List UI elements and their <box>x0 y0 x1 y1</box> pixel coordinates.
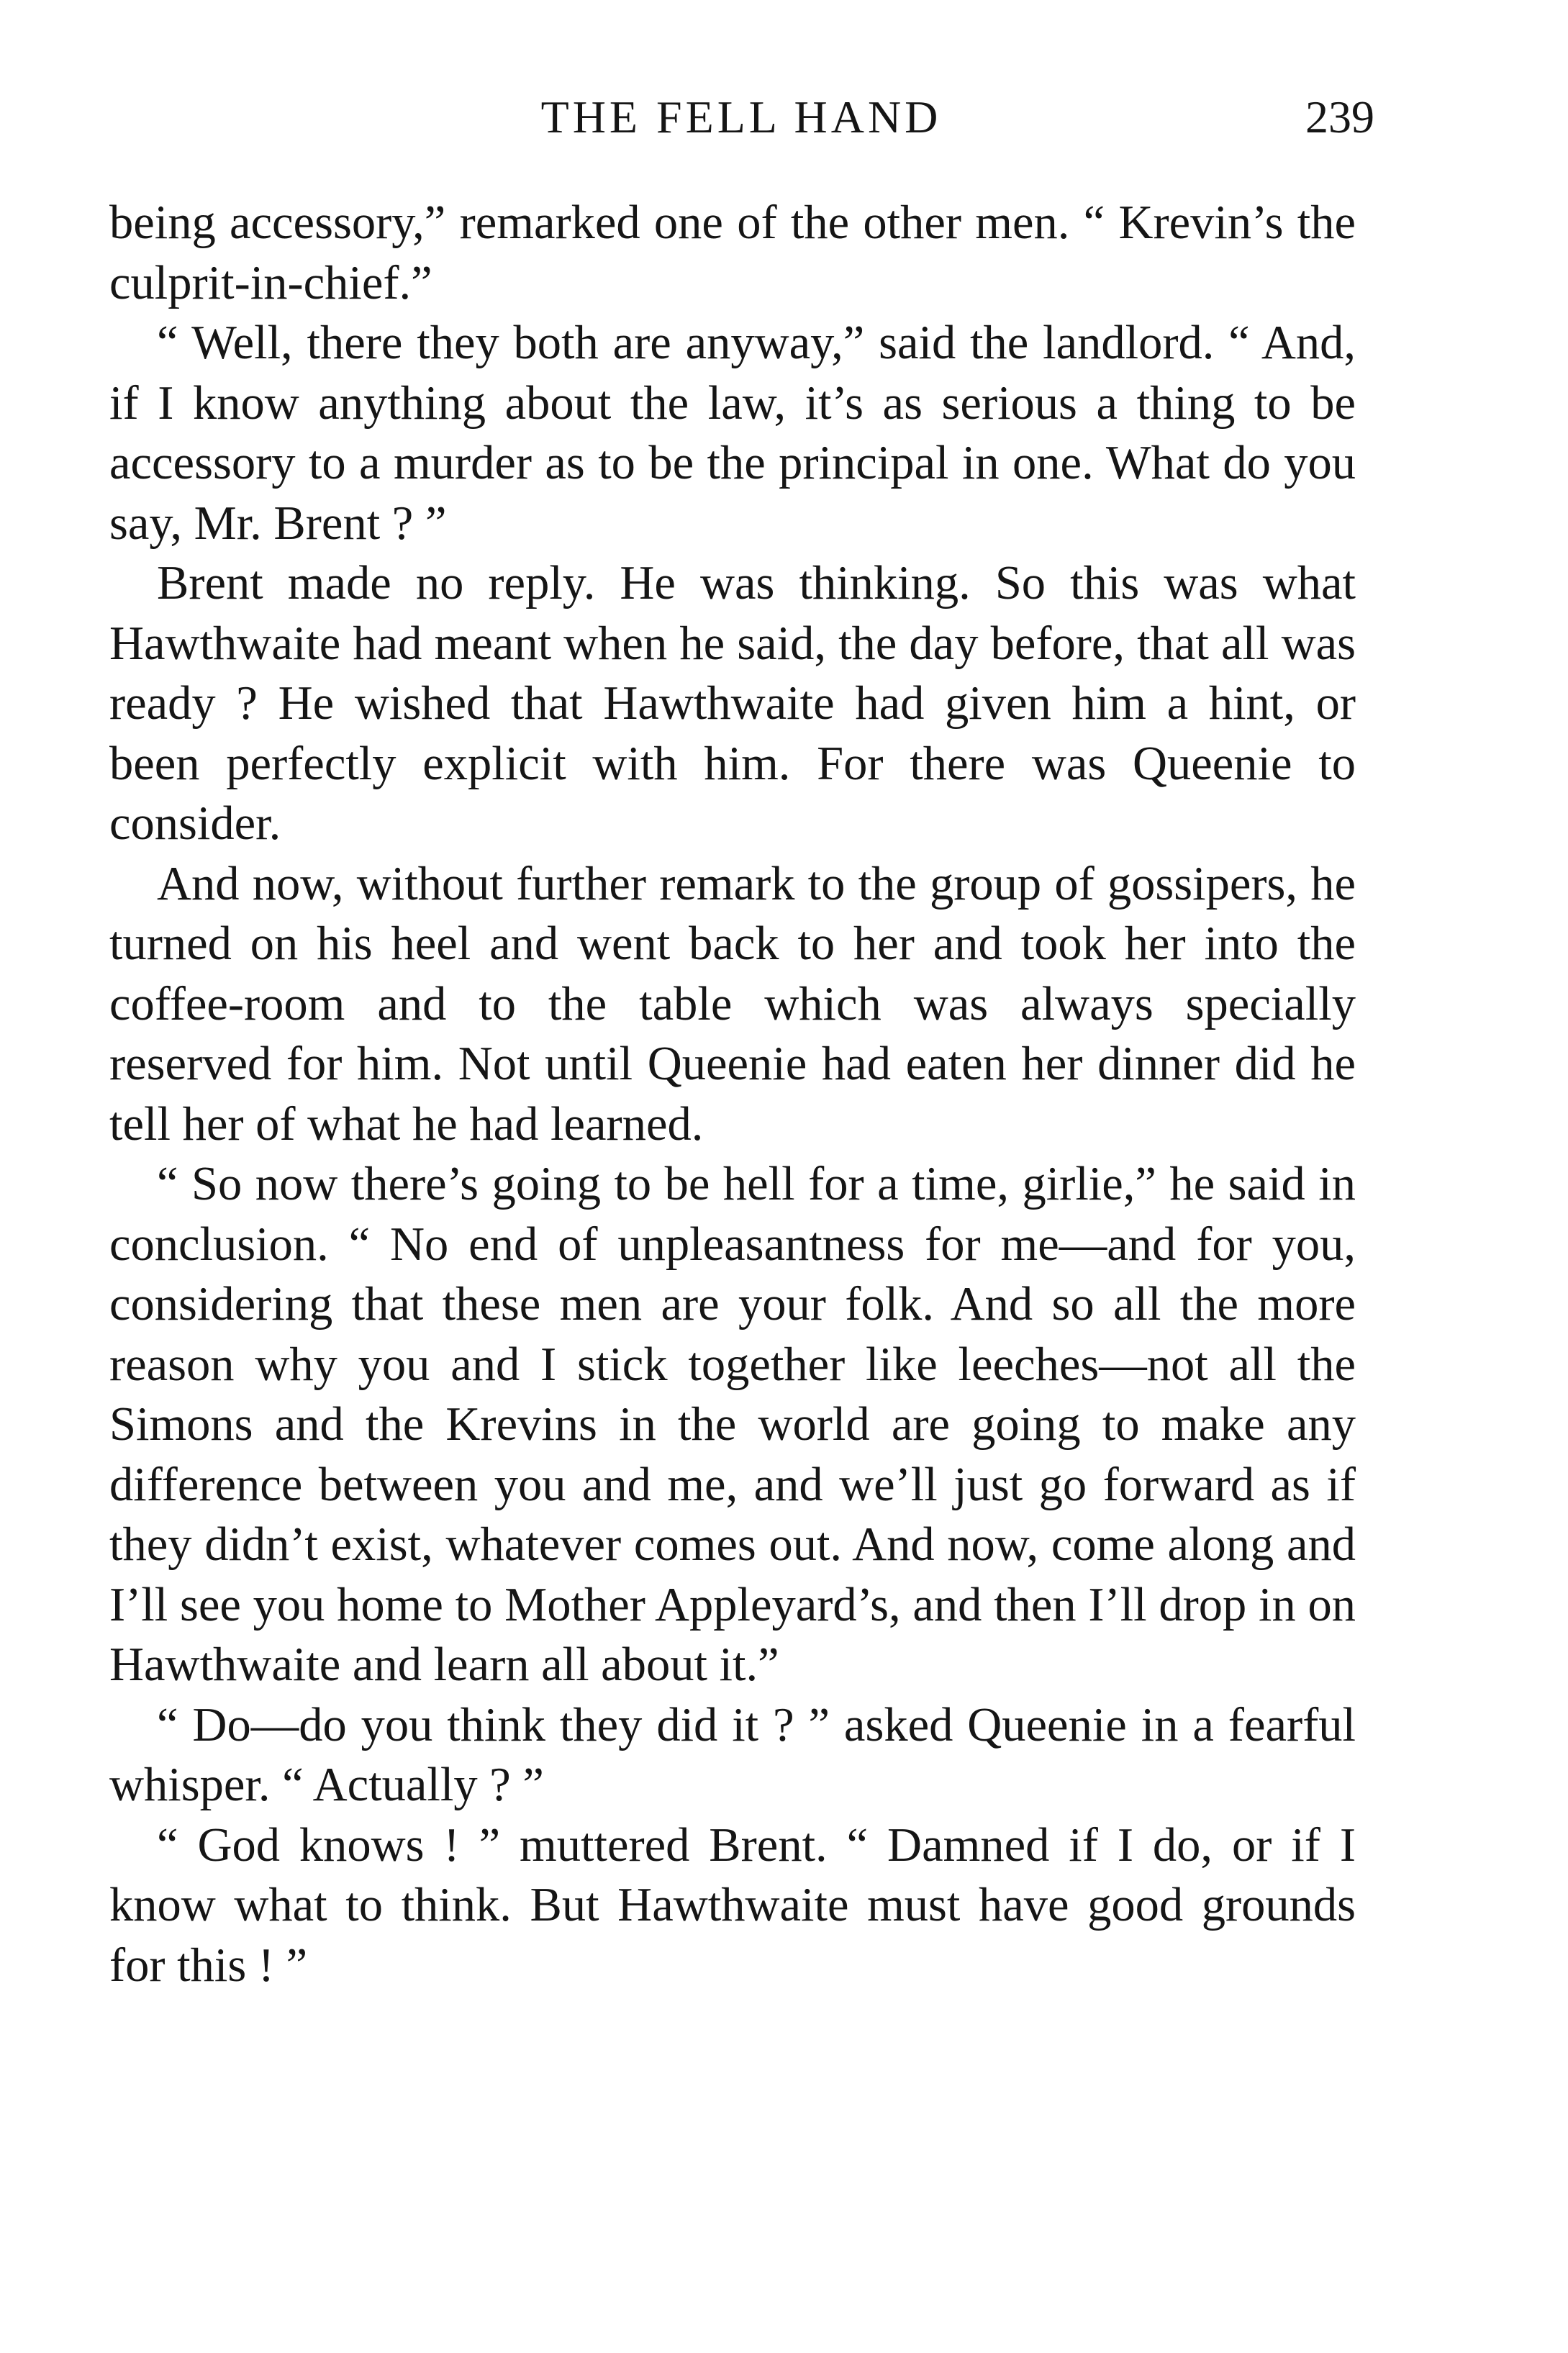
paragraph: being accessory,” remarked one of the other men. “ Krevin’s the culprit-in-chief.” <box>109 196 1356 309</box>
page-number: 239 <box>1305 91 1374 142</box>
paragraph: “ God knows ! ” muttered Brent. “ Damned if I do, or if I know what to think. But Hawthwaite must have good grounds for this ! ” <box>109 1818 1356 1992</box>
running-head <box>108 85 1374 150</box>
body-text <box>109 193 1356 1995</box>
paragraph: “ Do—do you think they did it ? ” asked Queenie in a fearful whisper. “ Actually ? ” <box>109 1698 1356 1811</box>
running-title: THE FELL HAND <box>540 91 942 142</box>
paragraph: Brent made no reply. He was thinking. So this was what Hawthwaite had meant when he said, the day before, that all was ready ? He wished that Hawthwaite had given him a hint, or been perfectly explicit with him. For there was Queenie to consider. <box>109 557 1356 850</box>
paragraph: “ So now there’s going to be hell for a time, girlie,” he said in conclusion. “ No end of unpleasantness for me—and for you, considering that these men are your folk. And so all the more reason why you and I stick together like leeches—not all the Simons and the Krevins in the world are going to make any difference between you and me, and we’ll just go forward as if they didn’t exist, whatever comes out. And now, come along and I’ll see you home to Mother Appleyard’s, and then I’ll drop in on Hawthwaite and learn all about it.” <box>109 1158 1356 1691</box>
paragraph: “ Well, there they both are anyway,” said the landlord. “ And, if I know anything about the law, it’s as serious a thing to be accessory to a murder as to be the principal in one. What do you say, Mr. Brent ? ” <box>109 317 1356 550</box>
paragraph: And now, without further remark to the group of gossipers, he turned on his heel and went back to her and took her into the coffee-room and to the table which was always specially reserved for him. Not until Queenie had eaten her dinner did he tell her of what he had learned. <box>109 857 1356 1151</box>
